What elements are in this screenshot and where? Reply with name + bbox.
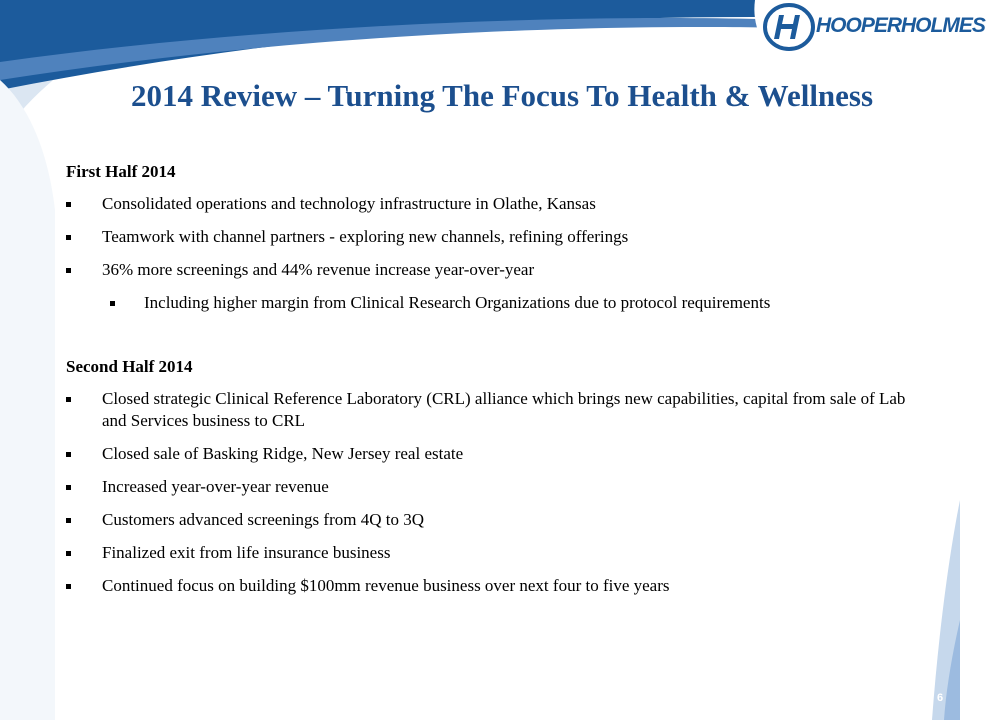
bullet-item: Finalized exit from life insurance business (66, 542, 926, 564)
bullet-marker-icon (66, 518, 71, 523)
bullet-item: Customers advanced screenings from 4Q to 3Q (66, 509, 926, 531)
section-heading-second-half: Second Half 2014 (66, 357, 193, 376)
sub-bullet-item: Including higher margin from Clinical Research Organizations due to protocol requirements (66, 292, 926, 314)
bullet-marker-icon (66, 584, 71, 589)
bullet-marker-icon (66, 485, 71, 490)
bullet-item: Teamwork with channel partners - exploring new channels, refining offerings (66, 226, 926, 248)
bullet-item: Closed sale of Basking Ridge, New Jersey real estate (66, 443, 926, 465)
hooper-holmes-logo (762, 2, 985, 52)
bullet-marker-icon (66, 235, 71, 240)
bullet-marker-icon (66, 202, 71, 207)
bullet-marker-icon (66, 397, 71, 402)
bullet-marker-icon (66, 268, 71, 273)
page-number: 6 (936, 692, 944, 704)
slide-content (66, 160, 926, 608)
bullet-marker-icon (110, 301, 115, 306)
section-heading-first-half: First Half 2014 (66, 162, 176, 181)
slide-title: 2014 Review – Turning The Focus To Health & Wellness (130, 78, 874, 113)
bullet-item: Increased year-over-year revenue (66, 476, 926, 498)
bullet-item: Closed strategic Clinical Reference Laboratory (CRL) alliance which brings new capabilities, capital from sale of Lab and Services business to CRL (66, 388, 926, 432)
bullet-item: Consolidated operations and technology infrastructure in Olathe, Kansas (66, 193, 926, 215)
logo-wordmark: HOOPERHOLMES (816, 14, 985, 37)
section-spacer (66, 325, 926, 355)
left-edge-curve (0, 80, 55, 720)
bullet-marker-icon (66, 551, 71, 556)
hh-logo-icon (762, 2, 816, 52)
bullet-item: 36% more screenings and 44% revenue increase year-over-year (66, 259, 926, 281)
bullet-marker-icon (66, 452, 71, 457)
bullet-item: Continued focus on building $100mm revenue business over next four to five years (66, 575, 926, 597)
